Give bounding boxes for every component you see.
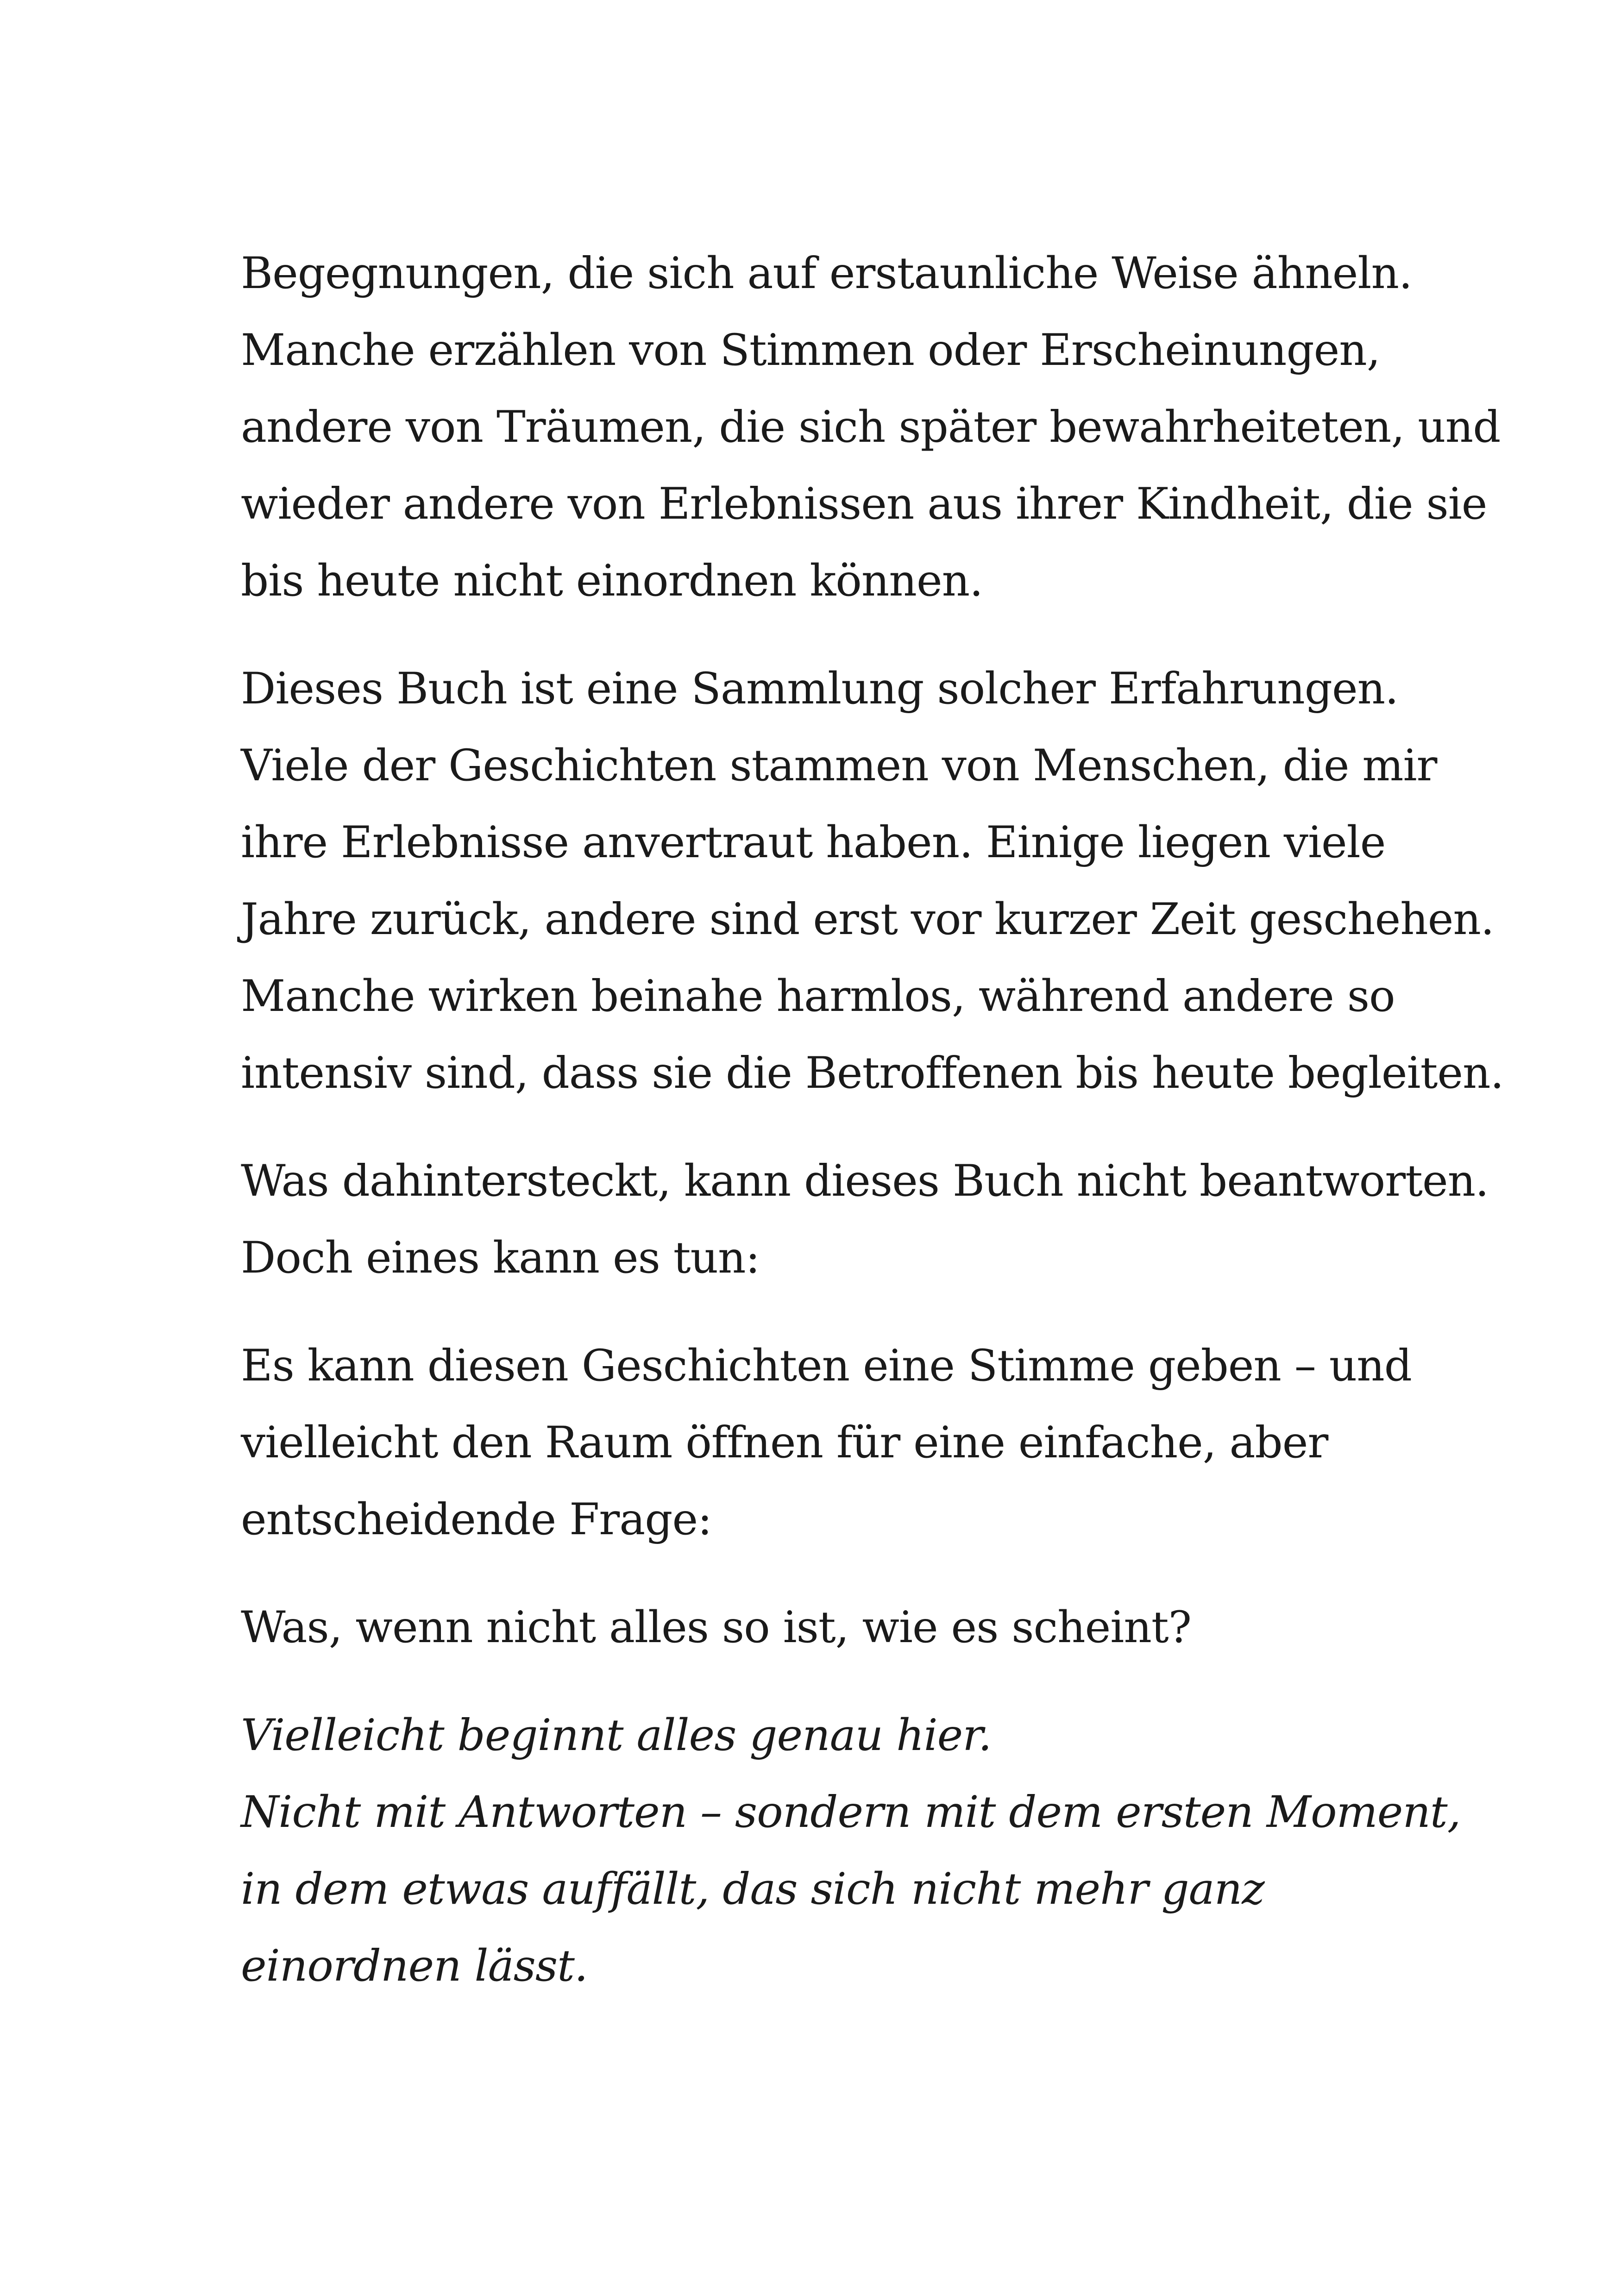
text-line: Dieses Buch ist eine Sammlung solcher Erfahrungen. — [241, 664, 1399, 714]
text-line: Was dahintersteckt, kann dieses Buch nicht beantworten. — [241, 1156, 1489, 1206]
text-line: vielleicht den Raum öffnen für eine einfache, aber — [241, 1418, 1328, 1468]
text-line: ihre Erlebnisse anvertraut haben. Einige liegen viele — [241, 817, 1386, 868]
text-line: Manche wirken beinahe harmlos, während andere so — [241, 971, 1395, 1022]
text-line: andere von Träumen, die sich später bewahrheiteten, und — [241, 402, 1501, 452]
paragraph-4 — [241, 1328, 1454, 1558]
text-line: bis heute nicht einordnen können. — [241, 556, 983, 606]
text-line: intensiv sind, dass sie die Betroffenen bis heute begleiten. — [241, 1048, 1504, 1098]
text-line: Was, wenn nicht alles so ist, wie es scheint? — [241, 1602, 1192, 1653]
text-line: Begegnungen, die sich auf erstaunliche Weise ähneln. — [241, 248, 1412, 299]
body-text — [241, 235, 1504, 2036]
text-line: in dem etwas auffällt, das sich nicht mehr ganz — [241, 1864, 1264, 1914]
text-line: Manche erzählen von Stimmen oder Erscheinungen, — [241, 325, 1380, 376]
paragraph-3 — [241, 1143, 1489, 1297]
closing-italic-paragraph — [241, 1697, 1461, 2005]
paragraph-5 — [241, 1589, 1454, 1666]
text-line: Es kann diesen Geschichten eine Stimme geben – und — [241, 1341, 1412, 1391]
text-line: wieder andere von Erlebnissen aus ihrer Kindheit, die sie — [241, 479, 1487, 529]
text-line: einordnen lässt. — [241, 1941, 588, 1991]
paragraph-1 — [241, 235, 1501, 620]
paragraph-2 — [241, 651, 1504, 1112]
text-line: entscheidende Frage: — [241, 1494, 712, 1545]
text-line: Doch eines kann es tun: — [241, 1233, 760, 1283]
text-line: Viele der Geschichten stammen von Menschen, die mir — [241, 740, 1437, 791]
text-line: Nicht mit Antworten – sondern mit dem ersten Moment, — [241, 1787, 1461, 1838]
text-line: Vielleicht beginnt alles genau hier. — [241, 1710, 992, 1761]
text-line: Jahre zurück, andere sind erst vor kurzer Zeit geschehen. — [241, 894, 1494, 945]
